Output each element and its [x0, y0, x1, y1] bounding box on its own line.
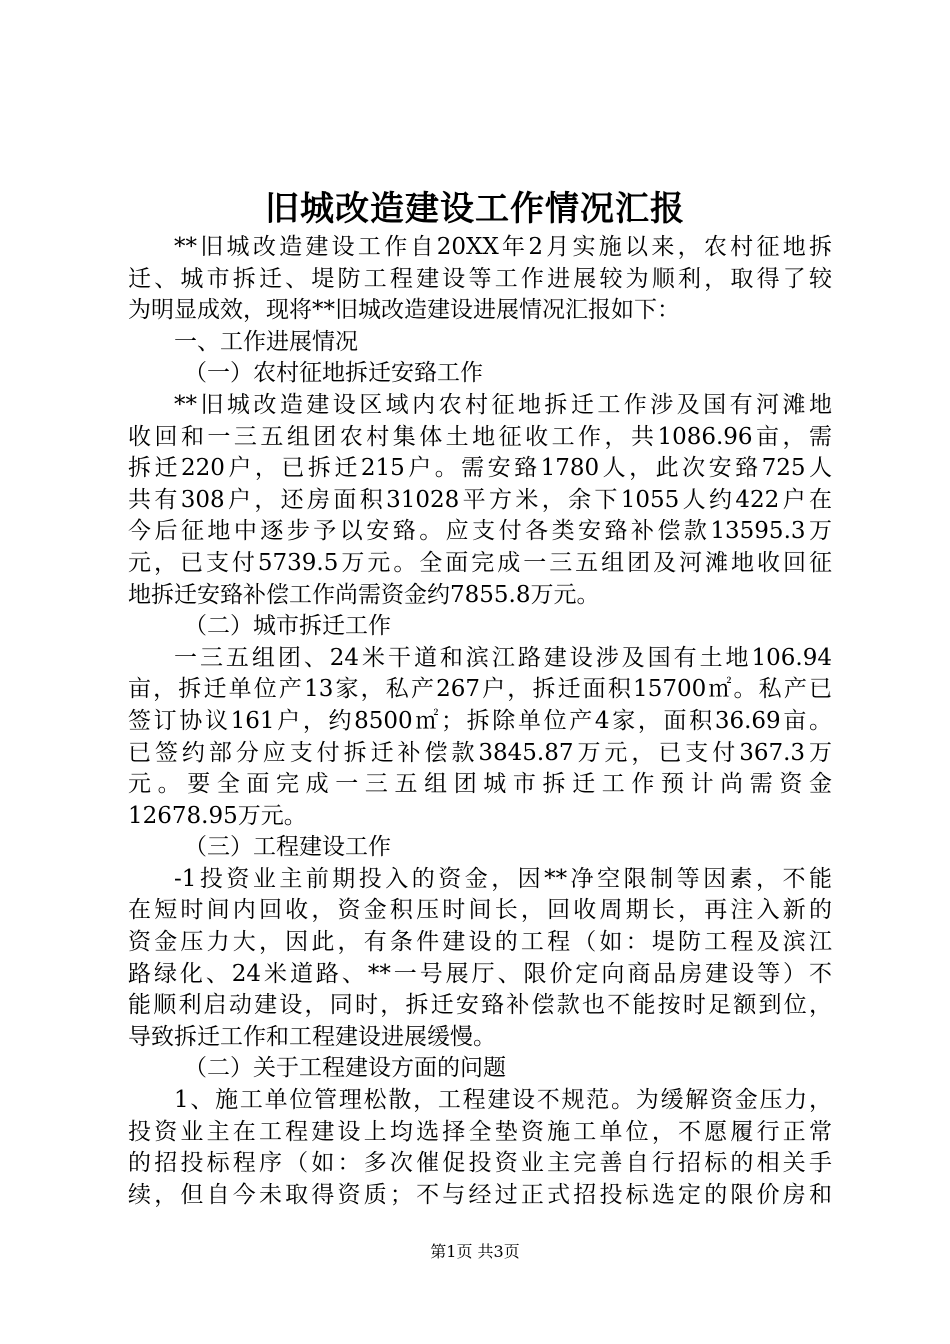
subsection-heading: （二）关于工程建设方面的问题 — [184, 1055, 506, 1082]
body-line: **旧城改造建设工作自20XX年2月实施以来，农村征地拆 — [174, 234, 832, 260]
body-line: 迁、城市拆迁、堤防工程建设等工作进展较为顺利，取得了较 — [128, 265, 832, 292]
body-line: 已签约部分应支付拆迁补偿款3845.87万元，已支付367.3万 — [128, 739, 832, 766]
body-line: 共有308户，还房面积31028平方米，余下1055人约422户在 — [128, 486, 832, 513]
body-line: 拆迁220户，已拆迁215户。需安臵1780人，此次安臵725人 — [128, 455, 832, 482]
body-line: 能顺利启动建设，同时，拆迁安臵补偿款也不能按时足额到位， — [128, 992, 832, 1019]
body-line: 一三五组团、24米干道和滨江路建设涉及国有土地106.94 — [174, 644, 832, 671]
body-line: 路绿化、24米道路、**一号展厅、限价定向商品房建设等）不 — [128, 960, 832, 987]
subsection-heading: （二）城市拆迁工作 — [184, 613, 391, 640]
body-line: 12678.95万元。 — [128, 802, 307, 829]
body-line: 元，已支付5739.5万元。全面完成一三五组团及河滩地收回征 — [128, 549, 832, 576]
body-line: 投资业主在工程建设上均选择全垫资施工单位，不愿履行正常 — [128, 1118, 832, 1145]
body-line: 导致拆迁工作和工程建设进展缓慢。 — [128, 1023, 496, 1050]
body-line: 的招投标程序（如：多次催促投资业主完善自行招标的相关手 — [128, 1150, 832, 1177]
body-line: 地拆迁安臵补偿工作尚需资金约7855.8万元。 — [128, 581, 600, 608]
section-heading: 一、工作进展情况 — [174, 328, 358, 355]
subsection-heading: （一）农村征地拆迁安臵工作 — [184, 360, 483, 387]
document-body — [128, 232, 832, 1211]
body-line: 在短时间内回收，资金积压时间长，回收周期长，再注入新的 — [128, 897, 832, 924]
body-line: 1、施工单位管理松散，工程建设不规范。为缓解资金压力， — [174, 1087, 832, 1114]
body-line: 资金压力大，因此，有条件建设的工程（如：堤防工程及滨江 — [128, 929, 832, 956]
page-footer: 第1页 共3页 — [430, 1242, 520, 1261]
body-line: -1投资业主前期投入的资金，因**净空限制等因素，不能 — [174, 865, 832, 892]
body-line: 收回和一三五组团农村集体土地征收工作，共1086.96亩，需 — [128, 423, 832, 450]
body-line: 续，但自今未取得资质；不与经过正式招投标选定的限价房和 — [128, 1181, 832, 1208]
body-line: **旧城改造建设区域内农村征地拆迁工作涉及国有河滩地 — [174, 391, 832, 418]
document-title: 旧城改造建设工作情况汇报 — [265, 189, 685, 229]
body-line: 亩，拆迁单位产13家，私产267户，拆迁面积15700㎡。私产已 — [128, 676, 832, 703]
body-line: 为明显成效，现将**旧城改造建设进展情况汇报如下： — [128, 297, 680, 324]
body-line: 签订协议161户，约8500㎡；拆除单位产4家，面积36.69亩。 — [128, 707, 832, 734]
body-line: 元。要全面完成一三五组团城市拆迁工作预计尚需资金 — [128, 771, 832, 798]
body-line: 今后征地中逐步予以安臵。应支付各类安臵补偿款13595.3万 — [128, 518, 832, 545]
subsection-heading: （三）工程建设工作 — [184, 834, 391, 861]
